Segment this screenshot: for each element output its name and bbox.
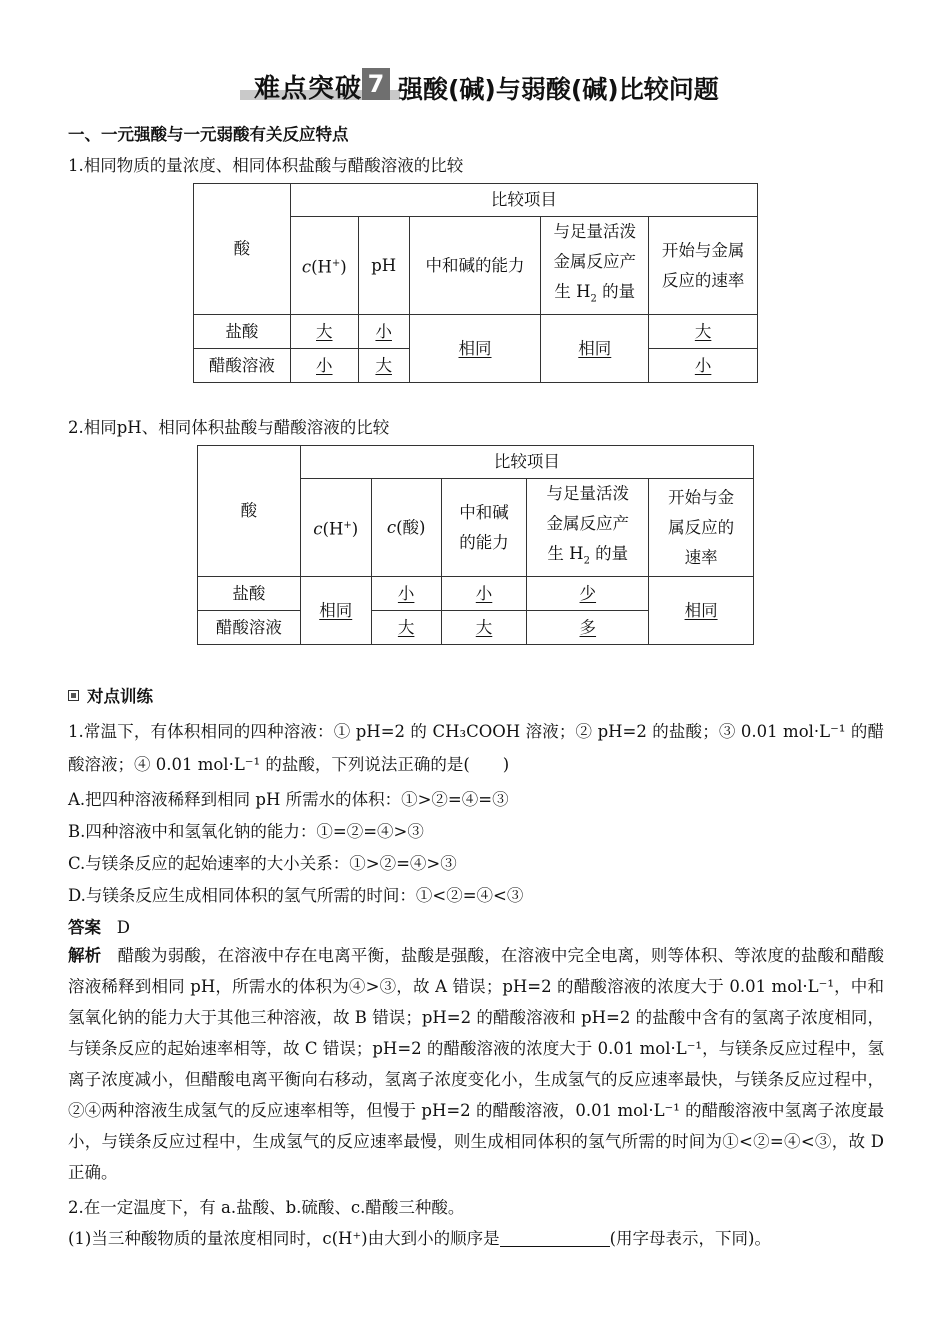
table1-cell-ph: 小 (375, 321, 392, 341)
section-heading: 一、一元强酸与一元弱酸有关反应特点 (68, 125, 349, 144)
answer-line (68, 914, 130, 938)
option-d: D.与镁条反应生成相同体积的氢气所需的时间：①<②=④<③ (68, 886, 524, 905)
analysis-text: 醋酸为弱酸，在溶液中存在电离平衡，盐酸是强酸，在溶液中完全电离，则等体积、等浓度的盐酸和醋酸溶液稀释到相同 pH，所需水的体积为④>③，故 A 错误；pH=2 的醋酸溶液的浓度大于 0.01 mol·L⁻¹，中和氢氧化钠的能力大于其他三种溶液，故 B 错误；pH=2 的醋酸溶液和 pH=2 的盐酸中含有的氢离子浓度相同，与镁条反应的起始速率相等，故 C 错误；pH=2 的醋酸溶液的浓度大于 0.01 mol·L⁻¹，与镁条反应过程中，氢离子浓度减小，但醋酸电离平衡向右移动，氢离子浓度变化小，生成氢气的反应速率最快，与镁条反应过程中，②④两种溶液生成氢气的反应速率相等，但慢于 pH=2 的醋酸溶液，0.01 mol·L⁻¹ 的醋酸溶液中氢离子浓度最小，与镁条反应过程中，生成氢气的反应速率最慢，则生成相同体积的氢气所需的时间为①<②=④<③，故 D 正确。 (68, 946, 885, 1182)
table2-col-cacid: c(酸) (371, 479, 441, 577)
table1-row-name: 盐酸 (194, 315, 291, 349)
analysis-paragraph (68, 940, 884, 1188)
table1-col-ch: c(H+) (290, 217, 358, 315)
option-c: C.与镁条反应的起始速率的大小关系：①>②=④>③ (68, 854, 457, 873)
question-2-sub1: (1)当三种酸物质的量浓度相同时，c(H⁺)由大到小的顺序是 (用字母表示，下同)。 (68, 1229, 771, 1248)
title-tag: 难点突破 (254, 74, 363, 104)
comparison-table-1 (193, 183, 758, 383)
table1-col-rate: 开始与金属 反应的速率 (649, 217, 758, 315)
table1-cell-rate: 小 (694, 355, 712, 375)
table1-row-name: 醋酸溶液 (194, 349, 291, 383)
table1-cell-ch: 大 (316, 321, 333, 341)
table2-cell-h2: 多 (579, 617, 597, 637)
option-a: A.把四种溶液稀释到相同 pH 所需水的体积：①>②=④=③ (68, 790, 509, 809)
table2-cell-neutral: 大 (475, 617, 493, 637)
page-title (240, 66, 760, 108)
table2-row-name: 醋酸溶液 (198, 611, 301, 645)
table2-row-name: 盐酸 (198, 577, 301, 611)
question-1-stem: 1.常温下，有体积相同的四种溶液：① pH=2 的 CH₃COOH 溶液；② pH=2 的盐酸；③ 0.01 mol·L⁻¹ 的醋酸溶液；④ 0.01 mol·L⁻¹ 的盐酸，下列说法正确的是( ) (68, 722, 884, 774)
table2-col-neutral: 中和碱 的能力 (441, 479, 527, 577)
table2-col-h2: 与足量活泼 金属反应产 生 $H_2$ 的量 (527, 479, 649, 577)
table2-col-rate: 开始与金 属反应的 速率 (649, 479, 754, 577)
table2-cell-neutral: 小 (475, 583, 493, 603)
table2-cell-rate: 相同 (684, 600, 718, 620)
subheading-1: 1.相同物质的量浓度、相同体积盐酸与醋酸溶液的比较 (68, 156, 464, 175)
title-main: 强酸(碱)与弱酸(碱)比较问题 (398, 75, 719, 104)
training-heading: 对点训练 (68, 683, 153, 707)
table1-col-h2: 与足量活泼 金属反应产 生 $H_2$ 的量 (541, 217, 649, 315)
subheading-2: 2.相同pH、相同体积盐酸与醋酸溶液的比较 (68, 418, 390, 437)
table1-cell-neutral: 相同 (458, 338, 492, 358)
table2-cell-cacid: 小 (397, 583, 415, 603)
table2-cell-cacid: 大 (397, 617, 415, 637)
table1-acid-header: 酸 (194, 184, 291, 315)
table2-cell-ch: 相同 (319, 600, 353, 620)
answer-blank[interactable] (500, 1228, 610, 1247)
table2-group-header: 比较项目 (300, 446, 753, 479)
title-number-badge: 7 (362, 68, 390, 100)
option-b: B.四种溶液中和氢氧化钠的能力：①=②=④>③ (68, 822, 424, 841)
answer-label: 答案 (68, 918, 101, 937)
answer-value: D (116, 918, 130, 937)
table2-col-ch: c(H+) (300, 479, 371, 577)
table1-col-ph: pH (358, 217, 409, 315)
question-2-stem: 2.在一定温度下，有 a.盐酸、b.硫酸、c.醋酸三种酸。 (68, 1198, 465, 1217)
table1-group-header: 比较项目 (290, 184, 757, 217)
table1-col-neutral: 中和碱的能力 (409, 217, 541, 315)
table1-cell-h2: 相同 (578, 338, 612, 358)
table2-cell-h2: 少 (579, 583, 597, 603)
table1-cell-ph: 大 (375, 355, 392, 375)
analysis-label: 解析 (68, 946, 102, 965)
table2-acid-header: 酸 (198, 446, 301, 577)
square-bullet-icon (68, 690, 79, 701)
table1-cell-ch: 小 (316, 355, 333, 375)
comparison-table-2 (197, 445, 754, 645)
table1-cell-rate: 大 (694, 321, 712, 341)
